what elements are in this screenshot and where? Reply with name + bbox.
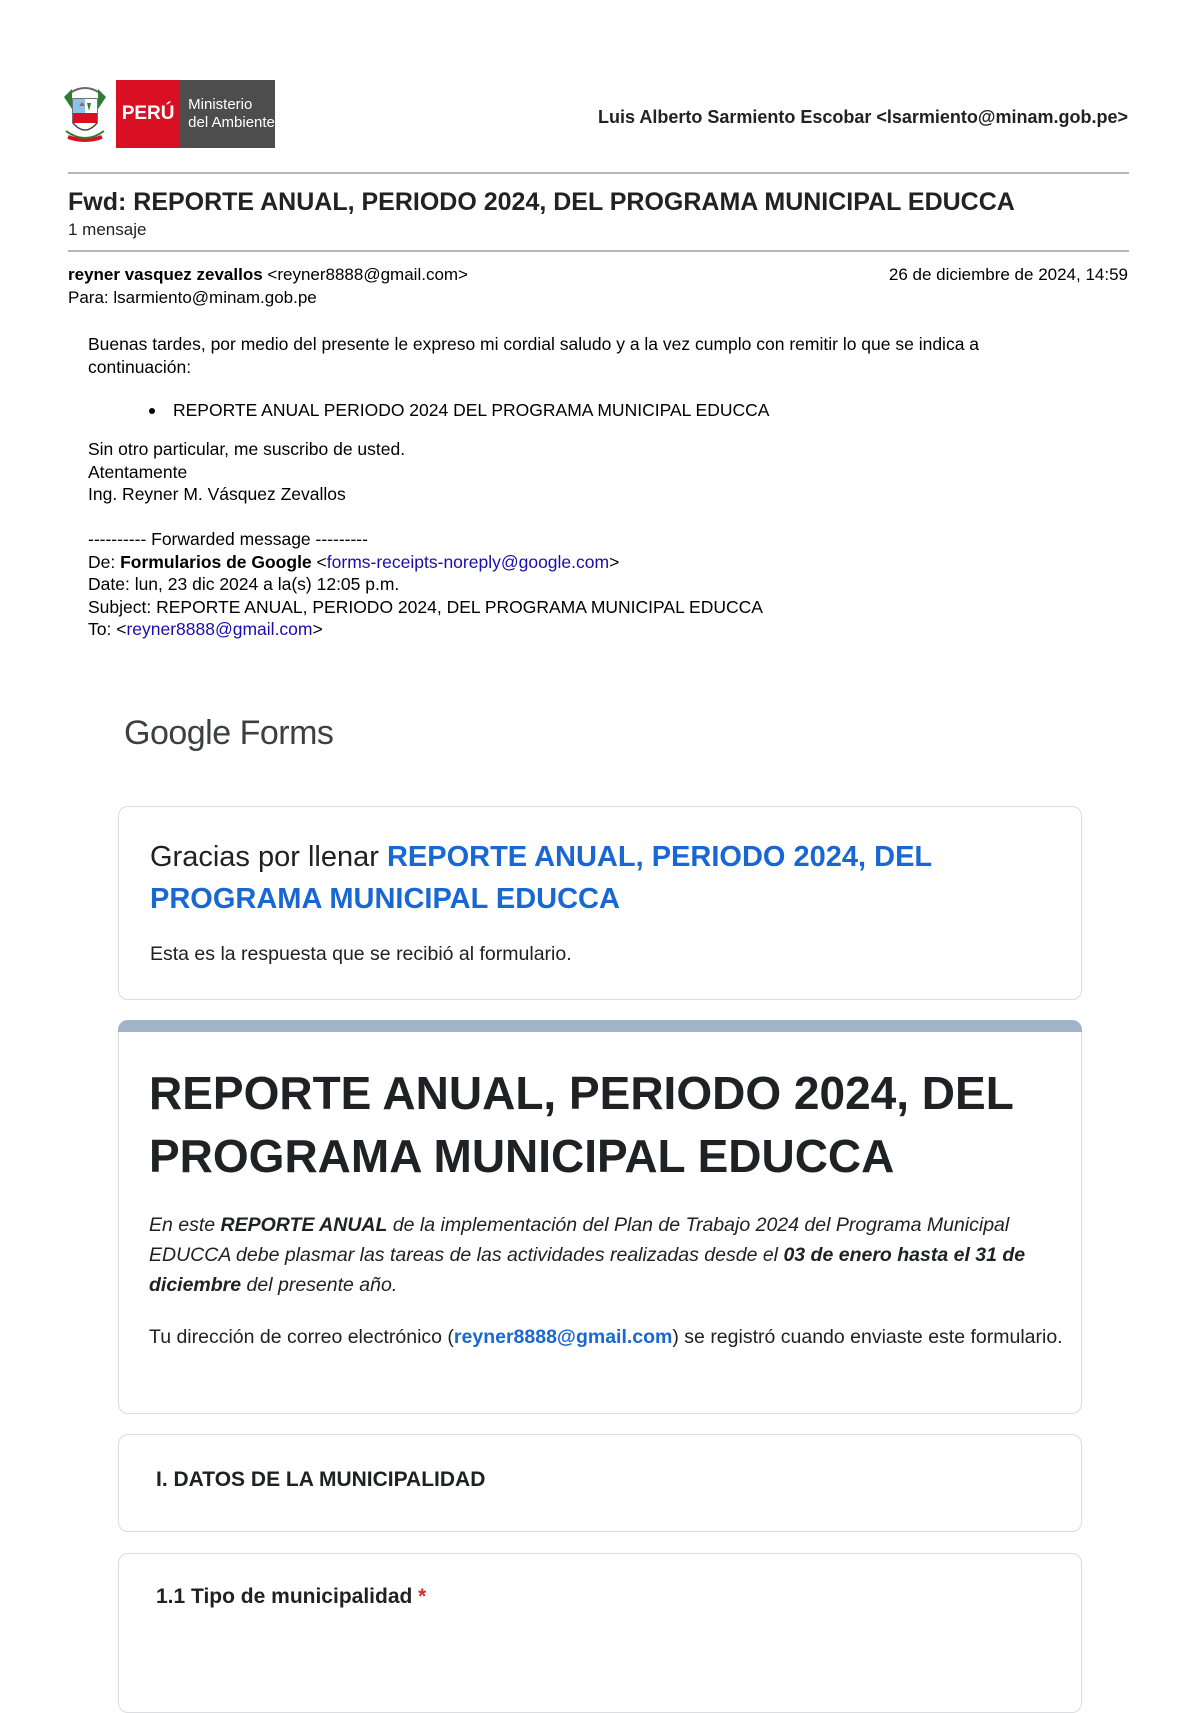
bullet-item: REPORTE ANUAL PERIODO 2024 DEL PROGRAMA MUNICIPAL EDUCCA (173, 400, 770, 420)
message-date: 26 de diciembre de 2024, 14:59 (888, 265, 1128, 284)
minam-logo (60, 78, 275, 150)
peru-label: PERÚ (116, 80, 180, 148)
section-title: I. DATOS DE LA MUNICIPALIDAD (156, 1468, 486, 1491)
fwd-header: ---------- Forwarded message --------- (88, 529, 368, 549)
question-title: 1.1 Tipo de municipalidad * (156, 1585, 427, 1608)
divider (68, 250, 1129, 252)
form-color-bar (118, 1020, 1082, 1032)
from-name: reyner vasquez zevallos (68, 265, 263, 284)
fwd-from: De: Formularios de Google <forms-receipts-noreply@google.com> (88, 551, 620, 572)
bullet-icon (149, 408, 155, 414)
respondent-email: reyner8888@gmail.com (453, 1326, 673, 1348)
form-title: REPORTE ANUAL, PERIODO 2024, DEL PROGRAMA MUNICIPAL EDUCCA (149, 1067, 1013, 1182)
from-email: <reyner8888@gmail.com> (267, 265, 468, 284)
question-card (118, 1553, 1082, 1713)
form-description: En este REPORTE ANUAL de la implementación del Plan de Trabajo 2024 del Programa Municipal EDUCCA debe plasmar las tareas de las actividades realizadas desde el 03 de enero hasta el 31 de diciembre del presente año. (149, 1214, 1026, 1296)
to-line: Para: lsarmiento@minam.gob.pe (68, 288, 317, 307)
required-mark: * (418, 1585, 427, 1608)
fwd-subject: Subject: REPORTE ANUAL, PERIODO 2024, DEL PROGRAMA MUNICIPAL EDUCCA (88, 596, 763, 617)
thanks-title: Gracias por llenar REPORTE ANUAL, PERIODO 2024, DEL PROGRAMA MUNICIPAL EDUCCA (150, 841, 932, 915)
google-forms-logo: Google Forms (124, 714, 334, 752)
message-count: 1 mensaje (68, 220, 147, 239)
from-line (68, 265, 468, 285)
message-subject: Fwd: REPORTE ANUAL, PERIODO 2024, DEL PROGRAMA MUNICIPAL EDUCCA (68, 188, 1015, 216)
account-owner: Luis Alberto Sarmiento Escobar <lsarmiento@minam.gob.pe> (597, 107, 1128, 127)
form-name-link[interactable]: REPORTE ANUAL, PERIODO 2024, DEL PROGRAMA MUNICIPAL EDUCCA (150, 841, 932, 915)
ministerio-label: Ministerio del Ambiente (180, 80, 275, 148)
greeting: Buenas tardes, por medio del presente le expreso mi cordial saludo y a la vez cumplo con remitir lo que se indica a continuación: (88, 334, 980, 377)
closing: Sin otro particular, me suscribo de usted. Atentamente Ing. Reyner M. Vásquez Zevallos (88, 439, 406, 504)
fwd-from-email-link[interactable]: forms-receipts-noreply@google.com (326, 551, 610, 572)
fwd-to: To: <reyner8888@gmail.com> (88, 619, 323, 639)
signature: Ing. Reyner M. Vásquez Zevallos (88, 484, 346, 504)
divider (68, 172, 1129, 174)
fwd-to-email-link[interactable]: reyner8888@gmail.com (126, 619, 313, 639)
form-email-notice: Tu dirección de correo electrónico (reyner8888@gmail.com) se registró cuando enviaste este formulario. (149, 1326, 1063, 1348)
thanks-subtitle: Esta es la respuesta que se recibió al formulario. (150, 943, 572, 965)
fwd-date: Date: lun, 23 dic 2024 a la(s) 12:05 p.m. (88, 574, 400, 594)
coat-of-arms-icon (60, 79, 110, 149)
forwarded-block (88, 528, 763, 641)
